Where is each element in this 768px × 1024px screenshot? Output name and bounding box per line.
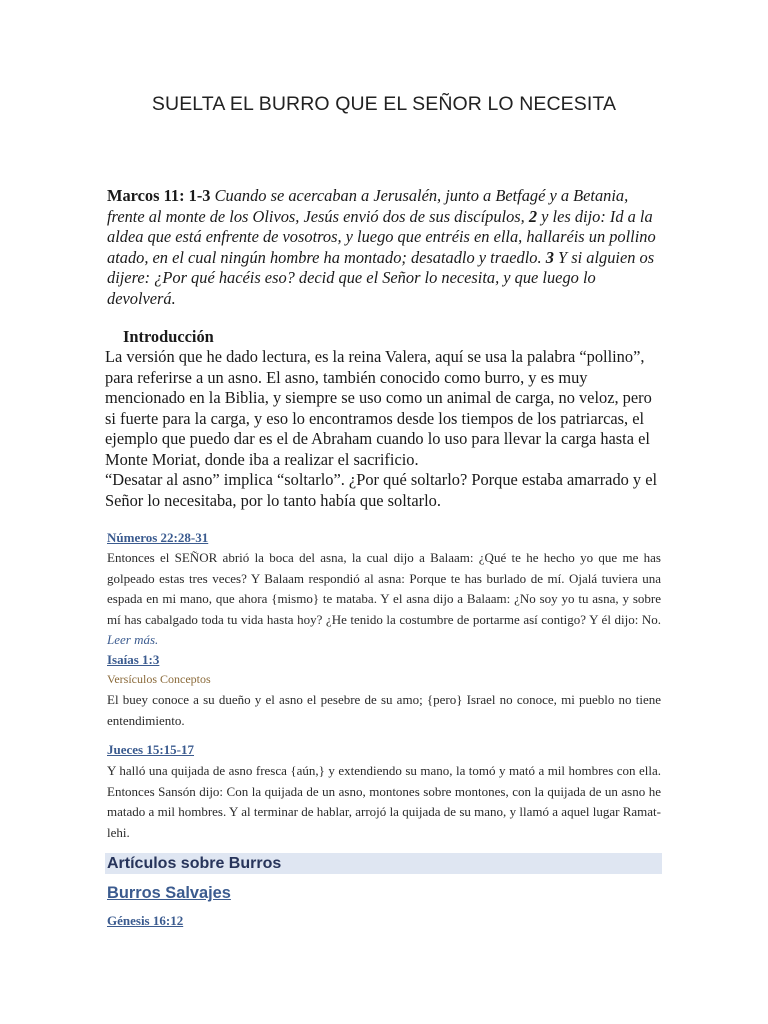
marcos-text-b: y les dijo: Id a la aldea que está enfrente de vosotros, y luego que entréis en ella, hallaréis un pollino atado, en el cual ningún hombre ha montado; desatadlo y traedlo. xyxy=(107,206,656,267)
marcos-ref-book: Marcos 11 xyxy=(107,186,180,205)
verse-text-isaias: El buey conoce a su dueño y el asno el pesebre de su amo; {pero} Israel no conoce, mi pueblo no tiene entendimiento. xyxy=(107,692,661,728)
verse-text-numeros-body: Entonces el SEÑOR abrió la boca del asna, la cual dijo a Balaam: ¿Qué te he hecho yo que me has golpeado estas tres veces? Y Balaam respondió al asna: Porque te has burlado de mí. Ojalá tuviera una espada en mi mano, que ahora {mismo} te mataba. Y el asna dijo a Balaam: ¿No soy yo tu asna, y sobre mí has cabalgado toda tu vida hasta hoy? ¿He tenido la costumbre de portarme así contigo? Y él dijo: No. xyxy=(107,550,661,627)
marcos-text-a: Cuando se acercaban a Jerusalén, junto a Betfagé y a Betania, frente al monte de los Olivos, Jesús envió dos de sus discípulos, xyxy=(107,186,629,226)
introduccion-body xyxy=(105,347,665,511)
marcos-ref-verses: 1-3 xyxy=(188,186,211,205)
verse-ref-numeros[interactable]: Números 22:28-31 xyxy=(107,530,209,545)
verse-text-numeros xyxy=(107,548,661,651)
verse-ref-isaias[interactable]: Isaías 1:3 xyxy=(107,652,160,667)
introduccion-heading: Introducción xyxy=(123,327,214,346)
burros-salvajes-link[interactable]: Burros Salvajes xyxy=(107,884,231,902)
verse-ref-jueces[interactable]: Jueces 15:15-17 xyxy=(107,742,195,757)
verse-ref-genesis[interactable]: Génesis 16:12 xyxy=(107,913,184,928)
introduccion-paragraph-1: La versión que he dado lectura, es la reina Valera, aquí se usa la palabra “pollino”, para referirse a un asno. El asno, también conocido como burro, y es muy mencionado en la Biblia, y siempre se uso como un animal de carga, no veloz, pero si fuerte para la carga, y eso lo encontramos desde los tiempos de los patriarcas, el ejemplo que puedo dar es el de Abraham cuando lo uso para llevar la carga hasta el Monte Moriat, donde iba a realizar el sacrificio. xyxy=(105,347,652,469)
versiculos-conceptos-tag[interactable]: Versículos Conceptos xyxy=(107,672,211,686)
marcos-ref-colon: : xyxy=(179,186,189,205)
marcos-verse-2: 2 xyxy=(528,206,538,226)
marcos-text-c: Y si alguien os dijere: ¿Por qué hacéis eso? decid que el Señor lo necesita, y que luego lo devolverá. xyxy=(107,247,655,308)
verse-text-jueces: Y halló una quijada de asno fresca {aún,} y extendiendo su mano, la tomó y mató a mil hombres con ella. Entonces Sansón dijo: Con la quijada de un asno, montones sobre montones, con la quijada de un asno he matado a mil hombres. Y al terminar de hablar, arrojó la quijada de su mano, y llamó a aquel lugar Ramat-lehi. xyxy=(107,763,661,840)
introduccion-paragraph-2: “Desatar al asno” implica “soltarlo”. ¿Por qué soltarlo? Porque estaba amarrado y el Señor lo necesitaba, por lo tanto había que soltarlo. xyxy=(105,470,658,510)
marcos-verse-3: 3 xyxy=(545,247,554,267)
marcos-passage xyxy=(107,186,667,309)
leer-mas-link[interactable]: Leer más. xyxy=(107,632,159,647)
articles-heading: Artículos sobre Burros xyxy=(107,855,282,872)
page-title: SUELTA EL BURRO QUE EL SEÑOR LO NECESITA xyxy=(151,93,617,115)
